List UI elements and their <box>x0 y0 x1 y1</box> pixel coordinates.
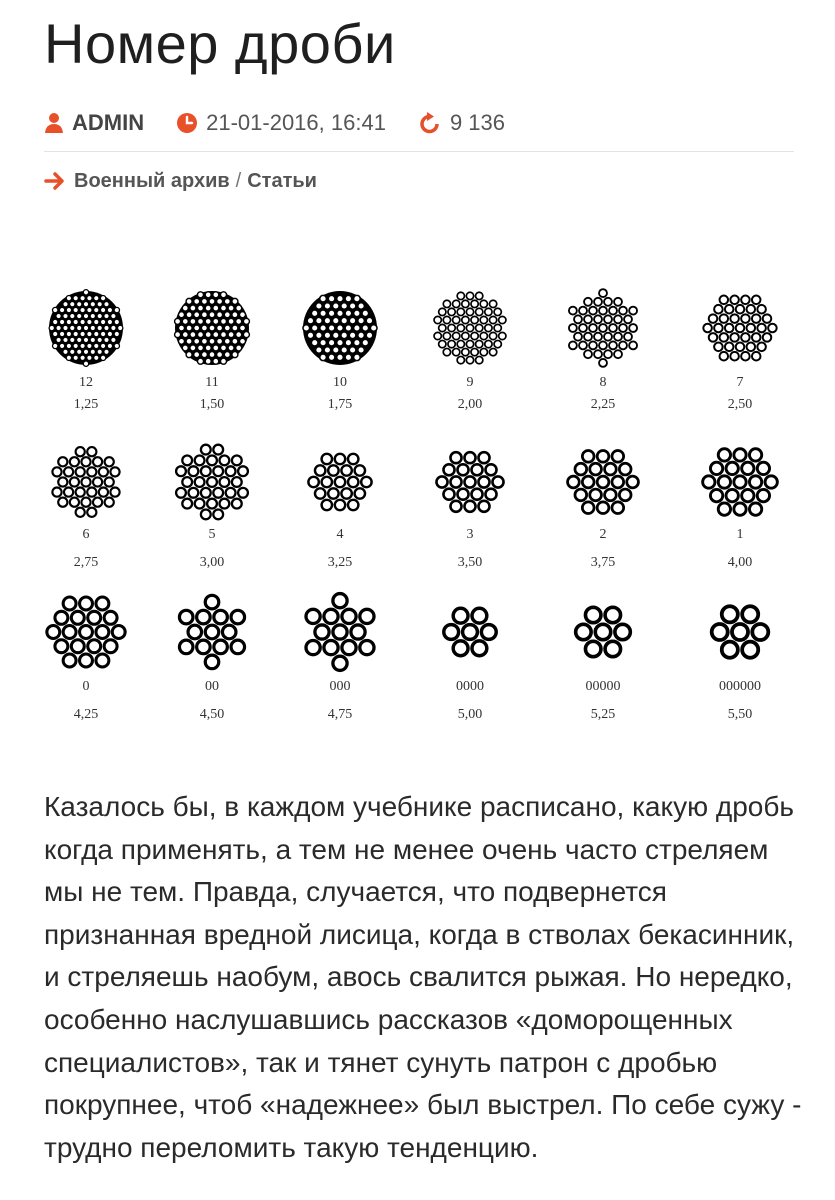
clock-icon <box>176 112 198 134</box>
post-meta <box>44 108 537 138</box>
shot-cluster-1 <box>703 449 778 516</box>
shot-cluster-0 <box>47 597 125 667</box>
shot-number-label: 8 <box>599 375 607 390</box>
date-info <box>176 110 386 136</box>
meta-divider <box>44 151 794 152</box>
shot-number-label: 4 <box>336 527 344 542</box>
shot-cluster-6 <box>52 447 119 517</box>
author-name[interactable]: ADMIN <box>72 110 145 135</box>
shot-diameter-label: 2,75 <box>73 555 99 570</box>
shot-cluster-4 <box>308 454 371 510</box>
shot-diameter-label: 4,25 <box>73 707 99 722</box>
shot-number-label: 9 <box>466 375 474 390</box>
shot-number-label: 0 <box>82 679 90 694</box>
shot-number-label: 6 <box>82 527 90 542</box>
refresh-icon <box>418 111 442 135</box>
shot-diameter-label: 1,25 <box>73 397 99 412</box>
shot-number-label: 10 <box>333 375 347 390</box>
shot-cluster-11 <box>175 291 250 365</box>
shot-diameter-label: 2,50 <box>727 397 753 412</box>
shot-cluster-3 <box>436 452 503 512</box>
shot-number-label: 5 <box>208 527 216 542</box>
shot-number-label: 000 <box>329 679 351 694</box>
shot-diameter-label: 3,75 <box>590 555 616 570</box>
breadcrumb-link-military-archive[interactable]: Военный архив <box>74 169 230 192</box>
shot-diameter-label: 5,50 <box>727 707 753 722</box>
shot-number-label: 000000 <box>719 679 761 694</box>
shot-number-label: 1 <box>736 527 744 542</box>
shot-diameter-label: 3,00 <box>199 555 225 570</box>
shot-cluster-00000 <box>576 607 631 656</box>
shot-number-label: 12 <box>79 375 93 390</box>
shot-diameter-label: 4,50 <box>199 707 225 722</box>
shot-diameter-label: 4,75 <box>327 707 353 722</box>
shot-diameter-label: 3,50 <box>457 555 483 570</box>
shot-cluster-0000 <box>444 608 496 655</box>
breadcrumb-link-articles[interactable]: Статьи <box>247 169 317 192</box>
shot-diameter-label: 5,25 <box>590 707 616 722</box>
shot-number-label: 11 <box>205 375 219 390</box>
shot-cluster-00 <box>179 595 244 668</box>
shot-number-label: 00000 <box>585 679 621 694</box>
article-body: Казалось бы, в каждом учебнике расписано, какую дробь когда применять, а тем не менее очень часто стреляем мы не тем. Правда, случается, что подвернется признанная вредной лисица, когда в стволах бекасинник, и стреляешь наобум, авось свалится рыжая. Но нередко, особенно наслушавшись рассказов «доморощенных специалистов», так и тянет сунуть патрон с дробью покрупнее, чтоб «надежнее» был выстрел. По себе сужу - трудно переломить такую тенденцию. <box>44 791 802 1163</box>
page-title: Номер дроби <box>44 12 396 75</box>
shot-number-label: 00 <box>205 679 219 694</box>
views-info <box>418 110 505 136</box>
shot-size-chart <box>0 270 835 740</box>
shot-cluster-5 <box>176 445 248 520</box>
shot-diameter-label: 1,75 <box>327 397 353 412</box>
view-count: 9 136 <box>449 110 505 135</box>
shot-number-label: 2 <box>599 527 607 542</box>
user-icon <box>44 112 64 134</box>
arrow-right-icon <box>44 171 66 191</box>
shot-cluster-7 <box>703 296 776 361</box>
shot-diameter-label: 2,00 <box>457 397 483 412</box>
breadcrumb <box>44 166 317 196</box>
shot-number-label: 7 <box>736 375 744 390</box>
shot-cluster-8 <box>569 289 637 367</box>
shot-diameter-label: 4,00 <box>727 555 753 570</box>
author-info[interactable] <box>44 110 144 136</box>
shot-cluster-12 <box>49 290 123 367</box>
breadcrumb-separator: / <box>235 169 242 192</box>
shot-diameter-label: 3,25 <box>327 555 353 570</box>
shot-cluster-9 <box>434 292 506 364</box>
shot-number-label: 0000 <box>456 679 484 694</box>
shot-cluster-10 <box>303 291 377 365</box>
shot-diameter-label: 5,00 <box>457 707 483 722</box>
shot-cluster-2 <box>568 450 639 513</box>
shot-diameter-label: 2,25 <box>590 397 616 412</box>
shot-cluster-000000 <box>712 606 769 657</box>
post-date: 21-01-2016, 16:41 <box>206 110 386 135</box>
shot-number-label: 3 <box>466 527 474 542</box>
shot-diameter-label: 1,50 <box>199 397 225 412</box>
shot-cluster-000 <box>306 594 374 671</box>
